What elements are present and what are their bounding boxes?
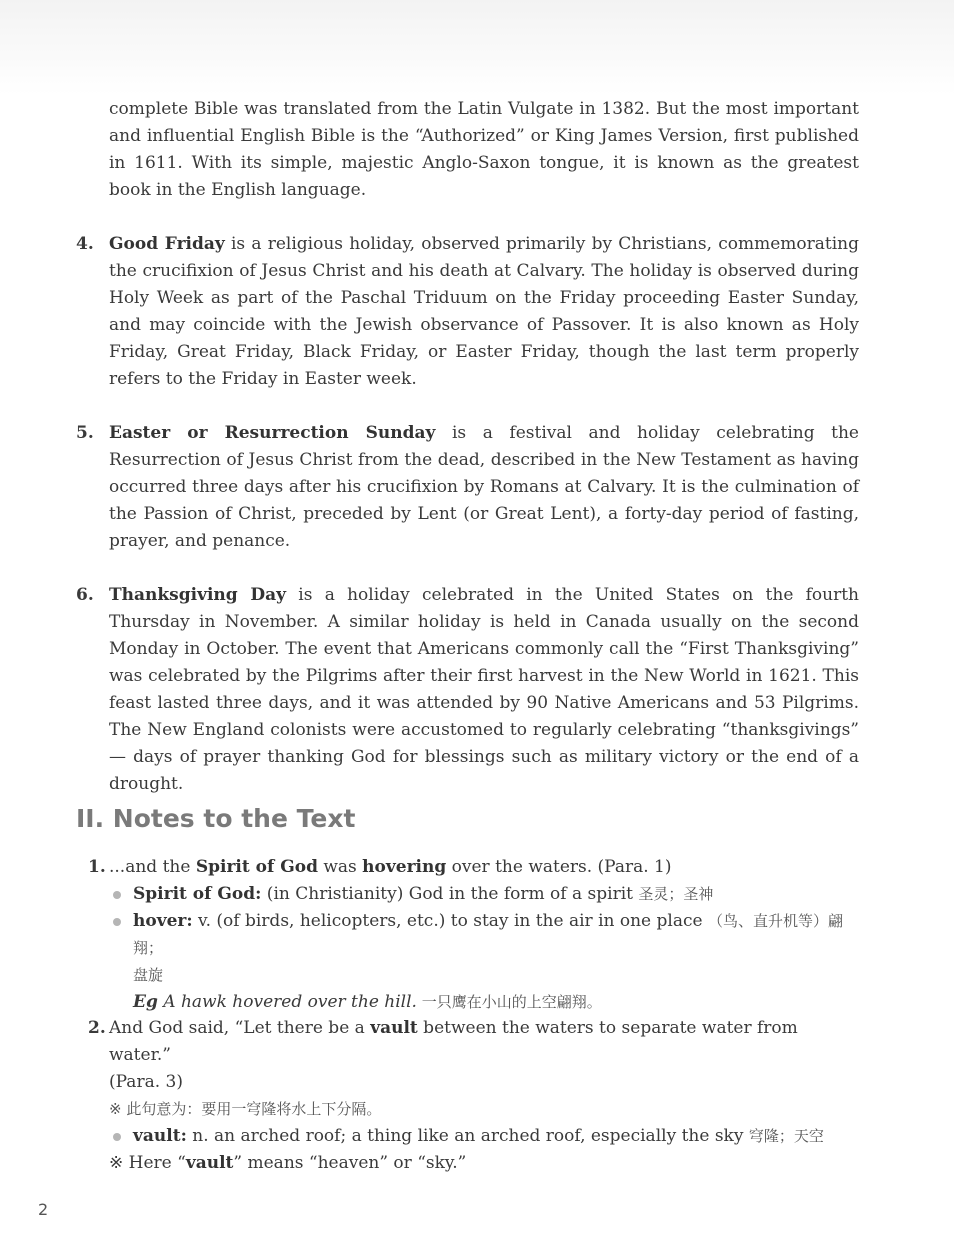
definition-text: n. an arched roof; a thing like an arched roof, especially the sky xyxy=(186,1126,749,1146)
definition-term: vault: xyxy=(133,1126,187,1146)
note-number: 2. xyxy=(88,1018,106,1038)
definition-line xyxy=(109,881,860,908)
definition-chinese: 盘旋 xyxy=(133,966,164,984)
explanation-text: ※ Here “ xyxy=(109,1153,186,1173)
item-term: Good Friday xyxy=(109,234,225,254)
item-text: is a festival and holiday celebrating the Resurrection of Jesus Christ from the dead, described in the New Testament as having occurred three days after his crucifixion by Romans at Calvary. It is the culmination of the Passion of Christ, preceded by Lent (or Great Lent), a forty-day period of fasting, prayer, and penance. xyxy=(109,423,859,551)
item-number: 6. xyxy=(76,585,94,605)
example-text: A hawk hovered over the hill. xyxy=(157,992,417,1012)
item-number: 5. xyxy=(76,423,94,443)
note-item xyxy=(88,854,860,1016)
note-text: And God said, “Let there be a xyxy=(109,1018,371,1038)
bullet-icon xyxy=(113,891,121,899)
intro-paragraph xyxy=(109,96,859,204)
note-item xyxy=(88,1015,860,1177)
explanation-text: ” means “heaven” or “sky.” xyxy=(233,1153,467,1173)
note-sentence xyxy=(109,854,860,881)
chinese-note: ※ 此句意为：要用一穹隆将水上下分隔。 xyxy=(109,1100,382,1118)
definition-line xyxy=(109,908,860,989)
note-text: ...and the xyxy=(109,857,196,877)
definition-term: Spirit of God: xyxy=(133,884,262,904)
bullet-icon xyxy=(113,918,121,926)
section-heading: II. Notes to the Text xyxy=(76,804,356,833)
example-line xyxy=(133,989,860,1016)
page-header-texture xyxy=(0,0,954,95)
note-keyword: vault xyxy=(370,1018,418,1038)
list-item xyxy=(76,582,859,798)
page-number: 2 xyxy=(38,1200,49,1219)
note-reference: (Para. 3) xyxy=(109,1072,183,1092)
note-text: between the waters to separate water from water.” xyxy=(109,1018,798,1065)
explanation-keyword: vault xyxy=(185,1153,234,1173)
note-keyword: Spirit of God xyxy=(195,857,318,877)
definition-chinese: （鸟、直升机等）翩翔； xyxy=(133,912,843,957)
example-chinese: 一只鹰在小山的上空翩翔。 xyxy=(416,993,602,1011)
definition-term: hover: xyxy=(133,911,193,931)
note-keyword: hovering xyxy=(362,857,447,877)
intro-text: complete Bible was translated from the Latin Vulgate in 1382. But the most important and influential English Bible is the “Authorized” or King James Version, first published in 1611. With its simple, majestic Anglo-Saxon tongue, it is known as the greatest book in the English language. xyxy=(109,99,859,200)
bullet-icon xyxy=(113,1133,121,1141)
list-item xyxy=(76,420,859,555)
note-number: 1. xyxy=(88,857,106,877)
definition-line xyxy=(109,1123,860,1150)
item-text: is a religious holiday, observed primarily by Christians, commemorating the crucifixion of Jesus Christ and his death at Calvary. The holiday is observed during Holy Week as part of the Paschal Triduum on the Friday proceeding Easter Sunday, and may coincide with the Jewish observance of Passover. It is also known as Holy Friday, Great Friday, Black Friday, or Easter Friday, though the last term properly refers to the Friday in Easter week. xyxy=(109,234,859,389)
note-text: over the waters. (Para. 1) xyxy=(446,857,672,877)
note-sentence xyxy=(109,1015,860,1096)
example-label: Eg xyxy=(133,992,158,1012)
explanation-line xyxy=(109,1150,860,1177)
item-text: is a holiday celebrated in the United States on the fourth Thursday in November. A similar holiday is held in Canada usually on the second Monday in October. The event that Americans commonly call the “First Thanksgiving” was celebrated by the Pilgrims after their first harvest in the New World in 1621. This feast lasted three days, and it was attended by 90 Native Americans and 53 Pilgrims. The New England colonists were accustomed to regularly celebrating “thanksgivings” — days of prayer thanking God for blessings such as military victory or the end of a drought. xyxy=(109,585,860,794)
item-number: 4. xyxy=(76,234,94,254)
list-item xyxy=(76,231,859,393)
item-term: Thanksgiving Day xyxy=(109,585,287,605)
note-text: was xyxy=(317,857,363,877)
definition-chinese: 穹隆；天空 xyxy=(748,1127,824,1145)
item-term: Easter or Resurrection Sunday xyxy=(109,423,436,443)
definition-text: (in Christianity) God in the form of a spirit xyxy=(261,884,639,904)
definition-text: v. (of birds, helicopters, etc.) to stay in the air in one place xyxy=(192,911,708,931)
definition-chinese: 圣灵；圣神 xyxy=(638,885,714,903)
